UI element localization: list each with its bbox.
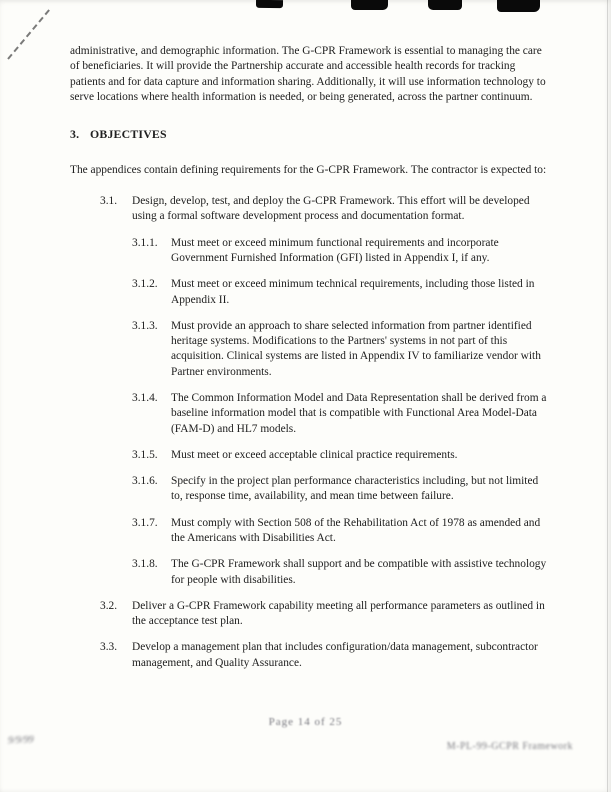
item-number: 3.3. [100, 641, 118, 654]
list-item [70, 640, 547, 671]
section-heading [70, 127, 547, 143]
item-number: 3.2. [100, 599, 118, 612]
list-item [70, 448, 547, 463]
item-number: 3.1.1. [132, 236, 158, 249]
scan-scratch-line [7, 9, 50, 59]
item-text: Must meet or exceed acceptable clinical practice requirements. [171, 448, 458, 461]
scan-artifact-mark [351, 0, 388, 10]
item-text: Specify in the project plan performance characteristics including, but not limited to, response time, availability, and mean time between failure. [171, 475, 539, 503]
item-number: 3.1.2. [132, 278, 158, 291]
list-item [70, 474, 547, 505]
footer-right-stamp: M-PL-99-GCPR Framework [446, 741, 573, 752]
item-text: Deliver a G-CPR Framework capability meeting all performance parameters as outlined in the acceptance test plan. [132, 599, 545, 628]
scan-edge-shadow [607, 0, 608, 792]
scan-artifact-mark [256, 0, 283, 8]
item-number: 3.1.5. [132, 448, 158, 461]
item-number: 3.1.3. [132, 319, 158, 332]
list-item [70, 557, 547, 588]
item-text: The Common Information Model and Data Representation shall be derived from a baseline information model that is compatible with Functional Area Model-Data (FAM-D) and HL7 models. [171, 392, 547, 435]
item-number: 3.1. [100, 195, 118, 208]
list-item [70, 236, 547, 267]
item-number: 3.1.4. [132, 392, 158, 405]
item-number: 3.1.6. [132, 475, 158, 488]
section-number: 3. [70, 127, 80, 142]
item-text: Design, develop, test, and deploy the G-CPR Framework. This effort will be developed using a formal software development process and documentation format. [132, 195, 530, 223]
section-intro-paragraph: The appendices contain defining requirements for the G-CPR Framework. The contractor is expected to: [70, 163, 547, 176]
scan-artifact-mark [497, 0, 540, 12]
item-text: Must provide an approach to share selected information from partner identified heritage systems. Modifications to the Partners' systems in not part of this acquisition. Clinical systems are listed in Appendix IV to familiarize vendor with Partner environments. [171, 319, 541, 378]
item-text: Develop a management plan that includes configuration/data management, subcontractor management, and Quality Assurance. [132, 641, 538, 669]
list-item [70, 516, 547, 547]
scan-artifact-mark [428, 0, 462, 10]
list-item [70, 194, 547, 225]
footer-left-stamp: 9/9/99 [7, 734, 35, 747]
list-item [70, 277, 547, 308]
item-text: Must comply with Section 508 of the Rehabilitation Act of 1978 as amended and the Americans with Disabilities Act. [171, 516, 541, 544]
item-text: The G-CPR Framework shall support and be compatible with assistive technology for people with disabilities. [171, 558, 547, 586]
item-number: 3.1.7. [132, 516, 158, 529]
item-text: Must meet or exceed minimum functional requirements and incorporate Government Furnished Information (GFI) listed in Appendix I, if any. [171, 236, 499, 265]
section-title: OBJECTIVES [90, 127, 167, 142]
item-text: Must meet or exceed minimum technical requirements, including those listed in Appendix II. [171, 278, 535, 306]
list-item [70, 391, 547, 437]
intro-paragraph: administrative, and demographic information. The G-CPR Framework is essential to managing the care of beneficiaries. It will provide the Partnership accurate and accessible health records for tracking patients and for data capture and information sharing. Additionally, it will use information technology to serve locations where health information is needed, or being generated, across the partner continuum. [70, 45, 546, 103]
footer-page-number: Page 14 of 25 [268, 716, 343, 728]
document-body [70, 44, 547, 682]
list-item [70, 319, 547, 380]
item-number: 3.1.8. [132, 558, 158, 571]
list-item [70, 599, 547, 630]
